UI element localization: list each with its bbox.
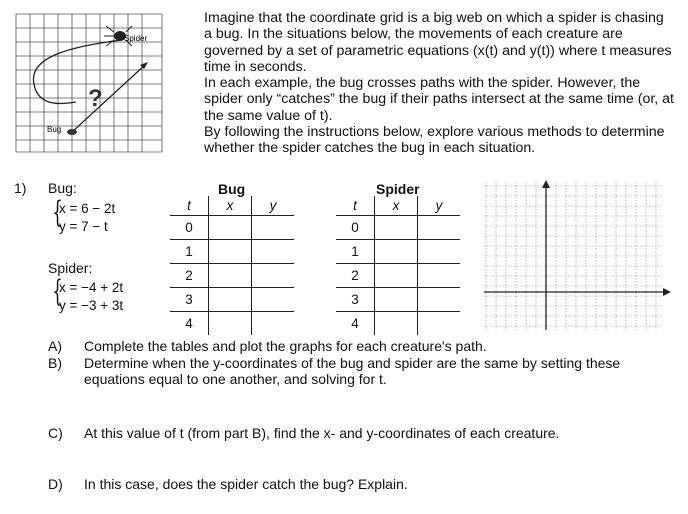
question-c <box>48 425 668 441</box>
bug-t-cell: 1 <box>170 240 209 264</box>
bug-t-cell: 4 <box>170 312 209 336</box>
question-b-text: Determine when the y-coordinates of the bug and spider are the same by setting these equations equal to one another, and solving for t. <box>84 355 621 387</box>
intro-paragraph-1: Imagine that the coordinate grid is a big web on which a spider is chasing a bug. In the situations below, the movements of each creature are governed by a set of parametric equations (x(t) and y(t)) where t measures time in seconds. <box>204 10 672 75</box>
question-mark-icon: ? <box>88 85 103 112</box>
bug-header-y: y <box>252 196 295 216</box>
coordinate-grid[interactable] <box>482 180 672 332</box>
spider-x-cell[interactable] <box>375 216 418 240</box>
spider-y-cell[interactable] <box>418 312 461 336</box>
spider-x-cell[interactable] <box>375 240 418 264</box>
question-a <box>48 338 668 354</box>
bug-eq-y: y = 7 − t <box>59 219 108 234</box>
bug-y-cell[interactable] <box>252 312 295 336</box>
intro-paragraph-3: By following the instructions below, explore various methods to determine whether the spider catches the bug in each situation. <box>204 124 665 157</box>
bug-equations <box>50 195 140 236</box>
bug-x-cell[interactable] <box>209 240 252 264</box>
spider-y-cell[interactable] <box>418 264 461 288</box>
spider-y-cell[interactable] <box>418 216 461 240</box>
spider-table-title: Spider <box>376 181 420 197</box>
problem-number: 1) <box>14 180 27 196</box>
question-a-text: Complete the tables and plot the graphs for each creature's path. <box>84 338 487 354</box>
question-c-text: At this value of t (from part B), find the x- and y-coordinates of each creature. <box>84 425 560 441</box>
illustration-bug-label: Bug <box>47 125 62 134</box>
x-axis-arrow-icon <box>663 288 671 296</box>
spider-t-cell: 4 <box>336 312 375 336</box>
question-c-letter: C) <box>48 425 63 441</box>
bug-y-cell[interactable] <box>252 216 295 240</box>
spider-y-cell[interactable] <box>418 288 461 312</box>
spider-t-cell: 1 <box>336 240 375 264</box>
spider-bug-illustration <box>14 12 164 154</box>
spider-t-cell: 0 <box>336 216 375 240</box>
spider-table <box>336 196 460 335</box>
question-d-letter: D) <box>48 476 63 492</box>
bug-header-t: t <box>170 196 209 216</box>
bug-t-cell: 3 <box>170 288 209 312</box>
spider-header-y: y <box>418 196 461 216</box>
grid-lines <box>484 182 662 330</box>
bug-eq-x: x = 6 − 2t <box>59 201 116 216</box>
bug-label: Bug: <box>48 180 77 196</box>
spider-header-x: x <box>375 196 418 216</box>
spider-eq-y: y = −3 + 3t <box>59 298 124 313</box>
bug-t-cell: 0 <box>170 216 209 240</box>
brace-icon: { <box>52 274 63 309</box>
bug-t-cell: 2 <box>170 264 209 288</box>
illustration-spider-label: Spider <box>124 34 148 43</box>
bug-y-cell[interactable] <box>252 264 295 288</box>
bug-x-cell[interactable] <box>209 312 252 336</box>
spider-header-t: t <box>336 196 375 216</box>
spider-eq-x: x = −4 + 2t <box>59 280 124 295</box>
y-axis-arrow-icon <box>542 180 550 188</box>
question-d-text: In this case, does the spider catch the bug? Explain. <box>84 476 408 492</box>
spider-label: Spider: <box>48 260 93 276</box>
bug-x-cell[interactable] <box>209 216 252 240</box>
bug-y-cell[interactable] <box>252 240 295 264</box>
bug-icon <box>67 129 77 135</box>
intro-text <box>204 10 674 157</box>
bug-y-cell[interactable] <box>252 288 295 312</box>
bug-x-cell[interactable] <box>209 264 252 288</box>
spider-equations <box>50 274 150 315</box>
question-b-letter: B) <box>48 355 62 371</box>
bug-table-title: Bug <box>218 181 246 197</box>
brace-icon: { <box>52 195 63 230</box>
spider-t-cell: 3 <box>336 288 375 312</box>
intro-paragraph-2: In each example, the bug crosses paths with the spider. However, the spider only “catches” the bug if their paths intersect at the same time (or, at the same value of t). <box>204 75 674 124</box>
spider-x-cell[interactable] <box>375 264 418 288</box>
spider-x-cell[interactable] <box>375 288 418 312</box>
question-b <box>48 355 668 389</box>
spider-x-cell[interactable] <box>375 312 418 336</box>
question-a-letter: A) <box>48 338 62 354</box>
bug-table <box>170 196 294 335</box>
spider-y-cell[interactable] <box>418 240 461 264</box>
bug-header-x: x <box>209 196 252 216</box>
spider-t-cell: 2 <box>336 264 375 288</box>
question-d <box>48 476 668 492</box>
bug-x-cell[interactable] <box>209 288 252 312</box>
